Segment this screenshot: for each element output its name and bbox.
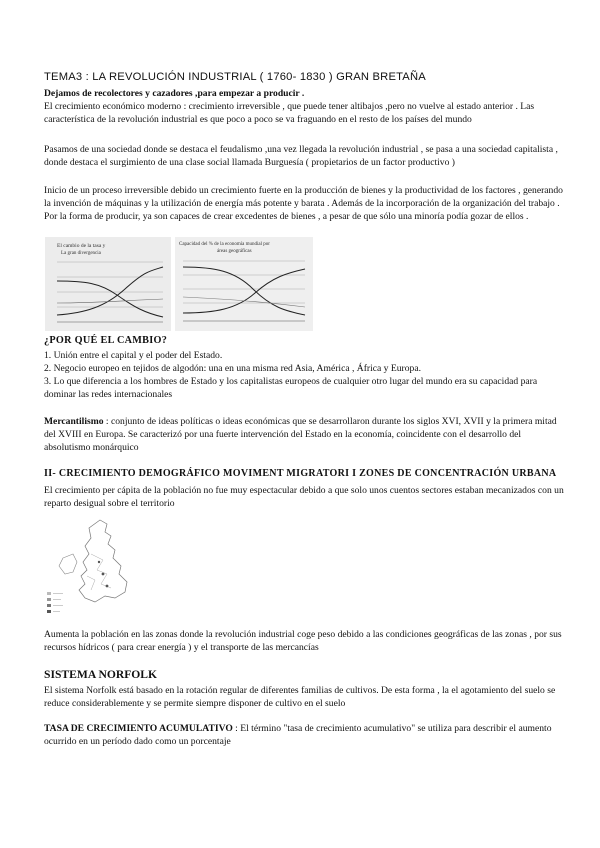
- left-figure-title: El cambio de la tasa y: [57, 243, 106, 249]
- world-share-chart-figure: [175, 237, 313, 331]
- intro-line-1: Dejamos de recolectores y cazadores ,para empezar a producir .: [44, 88, 305, 99]
- britain-map-graphic: [45, 514, 155, 624]
- norfolk-heading: SISTEMA NORFOLK: [44, 668, 158, 681]
- why-item-3: 3. Lo que diferencia a los hombres de Estado y los capitalistas europeos de cualquier otro lugar del mundo era su capacidad para dominar las redes internacionales: [44, 376, 538, 400]
- city-marker: [98, 561, 100, 563]
- ireland-outline: [59, 554, 77, 574]
- city-marker: [102, 573, 105, 576]
- growth-rate-definition: : El término "tasa de crecimiento acumulativo" se utiliza para describir el aumento ocurrido en un período dado como un porcentaje: [44, 723, 552, 747]
- growth-rate-term: TASA DE CRECIMIENTO ACUMULATIVO: [44, 723, 233, 734]
- legend-swatch: [47, 598, 51, 601]
- feudalism-paragraph: Pasamos de una sociedad donde se destaca el feudalismo ,una vez llegada la revolución industrial , se pasa a una sociedad capitalista , donde destaca el surgimiento de una clase social llamada Burguesía ( propietarios de un factor productivo ): [44, 144, 558, 168]
- intro-paragraph: El crecimiento económico moderno : crecimiento irreversible , que puede tener altibajos ,pero no vuelve al estado anterior . Las característica de la revolución industrial es que poco a poco se va fraguando en el resto de los países del mundo: [44, 101, 535, 125]
- mercantilism-term: Mercantilismo: [44, 416, 104, 427]
- legend-swatch: [47, 610, 51, 613]
- section-2-paragraph: El crecimiento per cápita de la población no fue muy espectacular debido a que solo unos cuentos sectores estaban mecanizados con un reparto desigual sobre el territorio: [44, 485, 564, 509]
- section-2-heading: II- CRECIMIENTO DEMOGRÁFICO MOVIMENT MIGRATORI I ZONES DE CONCENTRACIÓN URBANA: [44, 468, 557, 479]
- why-change-heading: ¿POR QUÉ EL CAMBIO?: [44, 335, 168, 346]
- britain-outline: [79, 520, 127, 602]
- process-paragraph: Inicio de un proceso irreversible debido un crecimiento fuerte en la producción de bienes y la productividad de los factores , generando la invención de máquinas y la utilización de energía más potente y barata . Además de la incorporación de la organización del trabajo . Por la forma de producir, ya son capaces de crear excedentes de bienes , a pesar de que sólo una minoría podía gozar de ellos .: [44, 185, 563, 222]
- population-paragraph: Aumenta la población en las zonas donde la revolución industrial coge peso debido a las condiciones geográficas de las zonas , por sus recursos hídricos ( para crear energía ) y el transporte de las mercancías: [44, 629, 562, 653]
- mercantilism-definition: : conjunto de ideas políticas o ideas económicas que se desarrollaron durante los siglos XVI, XVII y la primera mitad del XVIII en Europa. Se caracterizó por una fuerte intervención del Estado en la economía, coincidente con el desarrollo del absolutismo monárquico: [44, 416, 557, 453]
- mercantilism-paragraph: [44, 415, 564, 454]
- britain-map-figure: [45, 514, 155, 624]
- legend-swatch: [47, 592, 51, 595]
- page-title: TEMA3 : LA REVOLUCIÓN INDUSTRIAL ( 1760- 1830 ) GRAN BRETAÑA: [44, 71, 426, 83]
- left-figure-subtitle: La gran divergencia: [61, 251, 101, 256]
- legend-swatch: [47, 604, 51, 607]
- right-figure-title: Capacidad del % de la economía mundial por: [179, 242, 270, 247]
- norfolk-paragraph: El sistema Norfolk está basado en la rotación regular de diferentes familias de cultivos. De esta forma , la el agotamiento del suelo se reduce considerablemente y se permite siempre disponer de cultivo en el suelo: [44, 685, 556, 709]
- divergence-chart-figure: [45, 237, 171, 331]
- region-boundary: [87, 576, 95, 590]
- why-item-1: 1. Unión entre el capital y el poder del Estado.: [44, 350, 223, 361]
- divergence-chart-graphic: [45, 237, 171, 331]
- why-item-2: 2. Negocio europeo en tejidos de algodón: una en una misma red Asia, América , África y Europa.: [44, 363, 421, 374]
- right-figure-subtitle: áreas geográficas: [217, 249, 252, 254]
- world-share-chart-graphic: [175, 237, 313, 331]
- city-marker: [106, 585, 109, 588]
- growth-rate-paragraph: [44, 722, 564, 748]
